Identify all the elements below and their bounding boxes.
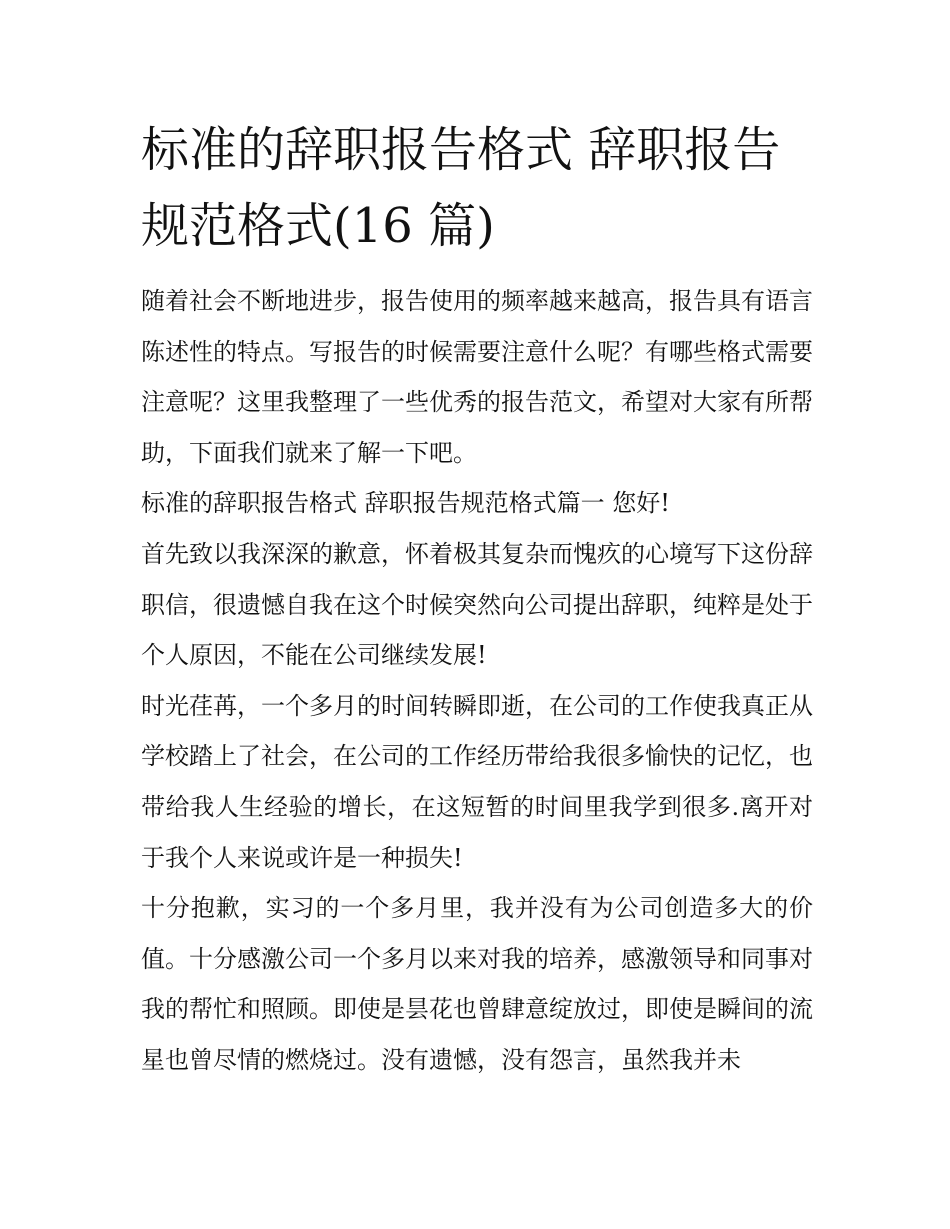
document-body xyxy=(141,276,813,1086)
document-page xyxy=(141,112,813,1086)
document-title: 标准的辞职报告格式 辞职报告规范格式(16 篇) xyxy=(141,122,781,254)
paragraph-experience: 时光荏苒，一个多月的时间转瞬即逝，在公司的工作使我真正从学校踏上了社会，在公司的工作经历带给我很多愉快的记忆，也带给我人生经验的增长，在这短暂的时间里我学到很多.离开对于我个人来说或许是一种损失! xyxy=(141,691,813,872)
paragraph-apology: 首先致以我深深的歉意，怀着极其复杂而愧疚的心境写下这份辞职信，很遗憾自我在这个时候突然向公司提出辞职，纯粹是处于个人原因，不能在公司继续发展! xyxy=(141,539,813,670)
paragraph-heading-greeting: 标准的辞职报告格式 辞职报告规范格式篇一 您好! xyxy=(141,489,670,518)
paragraph-gratitude: 十分抱歉，实习的一个多月里，我并没有为公司创造多大的价值。十分感激公司一个多月以来对我的培养，感激领导和同事对我的帮忙和照顾。即使是昙花也曾肆意绽放过，即使是瞬间的流星也曾尽情的燃烧过。没有遗憾，没有怨言，虽然我并未 xyxy=(141,894,813,1074)
paragraph-intro: 随着社会不断地进步，报告使用的频率越来越高，报告具有语言陈述性的特点。写报告的时候需要注意什么呢？有哪些格式需要注意呢？这里我整理了一些优秀的报告范文，希望对大家有所帮助，下面我们就来了解一下吧。 xyxy=(141,287,813,467)
